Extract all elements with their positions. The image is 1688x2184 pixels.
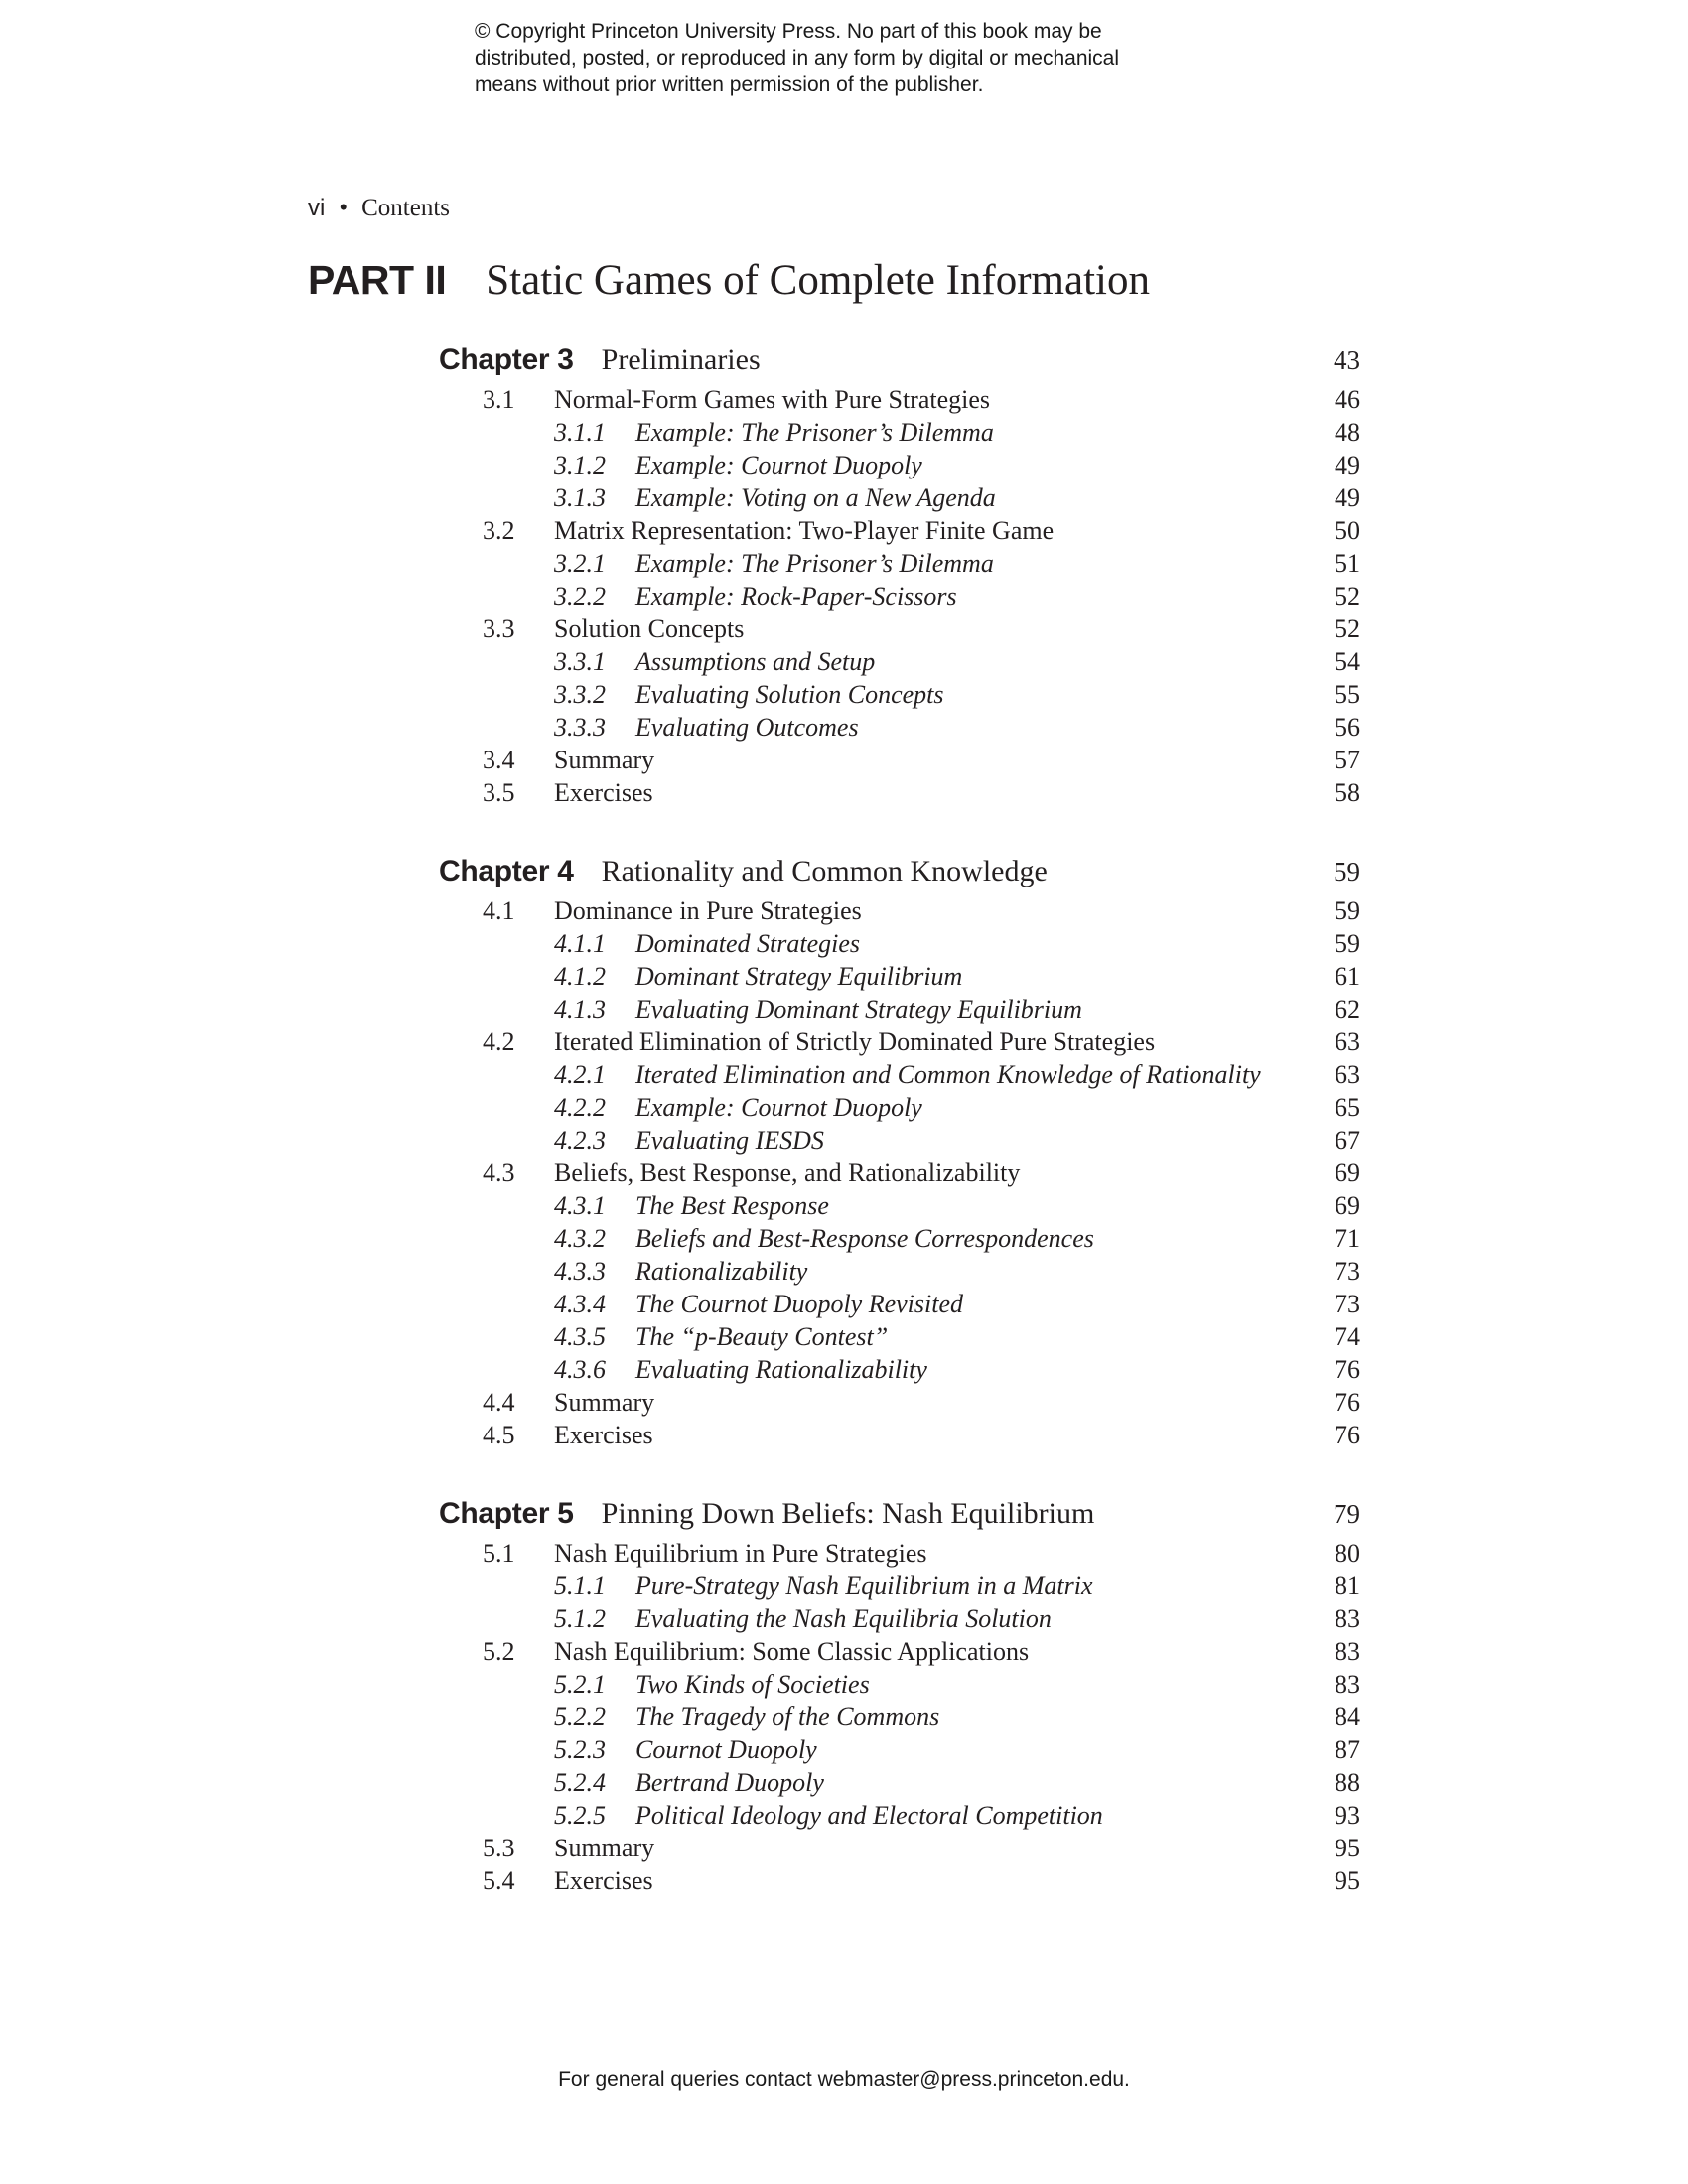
entry-number: 4.3.2 [554, 1224, 606, 1253]
toc-subsection-entry[interactable] [0, 1058, 1688, 1091]
toc-subsection-entry[interactable] [0, 1189, 1688, 1222]
entry-page: 83 [1335, 1637, 1360, 1666]
toc-section-entry[interactable] [0, 1832, 1688, 1864]
entry-number: 4.2.2 [554, 1093, 606, 1122]
copyright-line: distributed, posted, or reproduced in any form by digital or mechanical [475, 47, 1120, 69]
footer-contact: For general queries contact webmaster@press.princeton.edu. [558, 2068, 1130, 2091]
entry-number: 5.1 [483, 1539, 515, 1568]
entry-number: 3.2.1 [554, 549, 606, 578]
entry-title: Evaluating Dominant Strategy Equilibrium [635, 995, 1082, 1024]
chapter-heading[interactable] [439, 343, 1360, 383]
entry-number: 4.2.1 [554, 1060, 606, 1089]
chapter-heading[interactable] [439, 1497, 1360, 1537]
entry-title: Exercises [554, 1421, 653, 1449]
entry-title: The Tragedy of the Commons [635, 1703, 940, 1731]
chapter-title: Pinning Down Beliefs: Nash Equilibrium [601, 1497, 1095, 1530]
toc-subsection-entry[interactable] [0, 927, 1688, 960]
entry-title: Dominant Strategy Equilibrium [635, 962, 963, 991]
chapter-entries [0, 1537, 1688, 1897]
entry-number: 5.3 [483, 1834, 515, 1862]
entry-number: 3.3.3 [554, 713, 606, 742]
entry-number: 3.2.2 [554, 582, 606, 611]
entry-number: 3.1.1 [554, 418, 606, 447]
entry-title: Beliefs and Best-Response Correspondences [635, 1224, 1094, 1253]
entry-page: 73 [1335, 1290, 1360, 1318]
entry-number: 4.1.2 [554, 962, 606, 991]
chapter-entries [0, 894, 1688, 1451]
entry-title: Dominance in Pure Strategies [554, 896, 862, 925]
entry-number: 3.5 [483, 778, 515, 807]
entry-page: 93 [1335, 1801, 1360, 1830]
chapter-page: 79 [1334, 1499, 1360, 1529]
entry-title: Evaluating Solution Concepts [635, 680, 944, 709]
entry-title: Rationalizability [635, 1257, 808, 1286]
entry-number: 3.3.2 [554, 680, 606, 709]
entry-page: 61 [1335, 962, 1360, 991]
entry-number: 3.3 [483, 614, 515, 643]
toc-section-entry[interactable] [0, 1635, 1688, 1668]
entry-page: 52 [1335, 582, 1360, 611]
chapter-label: Chapter 5 [439, 1497, 574, 1530]
entry-title: Exercises [554, 778, 653, 807]
toc-section-entry[interactable] [0, 1157, 1688, 1189]
entry-page: 51 [1335, 549, 1360, 578]
entry-number: 5.2.4 [554, 1768, 606, 1797]
entry-number: 4.1.1 [554, 929, 606, 958]
entry-title: Pure-Strategy Nash Equilibrium in a Matrix [635, 1571, 1093, 1600]
chapter-page: 43 [1334, 345, 1360, 375]
entry-page: 65 [1335, 1093, 1360, 1122]
toc-section-entry[interactable] [0, 1419, 1688, 1451]
entry-number: 4.1 [483, 896, 515, 925]
entry-title: Evaluating Outcomes [635, 713, 859, 742]
entry-title: Evaluating IESDS [635, 1126, 824, 1155]
entry-page: 59 [1335, 929, 1360, 958]
entry-page: 49 [1335, 483, 1360, 512]
chapter-title: Preliminaries [601, 343, 761, 376]
entry-page: 55 [1335, 680, 1360, 709]
entry-title: Two Kinds of Societies [635, 1670, 870, 1699]
entry-title: Example: Rock-Paper-Scissors [635, 582, 957, 611]
entry-number: 5.2 [483, 1637, 515, 1666]
entry-number: 4.3.4 [554, 1290, 606, 1318]
copyright-line: means without prior written permission of the publisher. [475, 73, 984, 96]
toc-subsection-entry[interactable] [0, 1124, 1688, 1157]
entry-number: 4.3.5 [554, 1322, 606, 1351]
entry-number: 5.2.2 [554, 1703, 606, 1731]
toc-subsection-entry[interactable] [0, 1320, 1688, 1353]
toc-subsection-entry[interactable] [0, 1733, 1688, 1766]
entry-title: Example: Voting on a New Agenda [635, 483, 996, 512]
part-heading [308, 256, 1150, 305]
entry-page: 80 [1335, 1539, 1360, 1568]
copyright-line: © Copyright Princeton University Press. No part of this book may be [475, 20, 1102, 43]
toc-subsection-entry[interactable] [0, 449, 1688, 481]
entry-number: 4.3.6 [554, 1355, 606, 1384]
entry-page: 76 [1335, 1421, 1360, 1449]
entry-page: 95 [1335, 1834, 1360, 1862]
entry-title: Summary [554, 1834, 655, 1862]
entry-page: 52 [1335, 614, 1360, 643]
entry-title: Example: Cournot Duopoly [635, 451, 922, 479]
entry-page: 73 [1335, 1257, 1360, 1286]
entry-page: 74 [1335, 1322, 1360, 1351]
toc-subsection-entry[interactable] [0, 416, 1688, 449]
entry-number: 4.4 [483, 1388, 515, 1417]
entry-title: Iterated Elimination and Common Knowledge of Rationality [635, 1060, 1261, 1089]
entry-page: 88 [1335, 1768, 1360, 1797]
entry-title: Exercises [554, 1866, 653, 1895]
entry-number: 4.2 [483, 1027, 515, 1056]
toc-subsection-entry[interactable] [0, 547, 1688, 580]
entry-number: 5.1.1 [554, 1571, 606, 1600]
entry-number: 3.1.2 [554, 451, 606, 479]
entry-page: 95 [1335, 1866, 1360, 1895]
entry-page: 67 [1335, 1126, 1360, 1155]
entry-title: Normal-Form Games with Pure Strategies [554, 385, 991, 414]
entry-page: 63 [1335, 1027, 1360, 1056]
entry-number: 5.2.5 [554, 1801, 606, 1830]
toc-section-entry[interactable] [0, 383, 1688, 416]
toc-section-entry[interactable] [0, 1025, 1688, 1058]
entry-page: 76 [1335, 1388, 1360, 1417]
entry-page: 69 [1335, 1159, 1360, 1187]
toc-subsection-entry[interactable] [0, 1091, 1688, 1124]
chapter-heading[interactable] [439, 855, 1360, 894]
toc-section-entry[interactable] [0, 776, 1688, 809]
toc-subsection-entry[interactable] [0, 1766, 1688, 1799]
toc-subsection-entry[interactable] [0, 1353, 1688, 1386]
chapter-label: Chapter 3 [439, 343, 574, 376]
toc-subsection-entry[interactable] [0, 645, 1688, 678]
toc-subsection-entry[interactable] [0, 1255, 1688, 1288]
entry-title: Summary [554, 746, 655, 774]
entry-page: 76 [1335, 1355, 1360, 1384]
entry-page: 87 [1335, 1735, 1360, 1764]
chapter-title: Rationality and Common Knowledge [601, 855, 1048, 887]
entry-title: Beliefs, Best Response, and Rationalizability [554, 1159, 1021, 1187]
running-head-page: vi [308, 195, 326, 221]
entry-title: Summary [554, 1388, 655, 1417]
entry-title: Matrix Representation: Two-Player Finite Game [554, 516, 1055, 545]
chapter-page: 59 [1334, 857, 1360, 887]
entry-number: 4.3.3 [554, 1257, 606, 1286]
entry-page: 69 [1335, 1191, 1360, 1220]
entry-page: 56 [1335, 713, 1360, 742]
entry-page: 48 [1335, 418, 1360, 447]
entry-page: 50 [1335, 516, 1360, 545]
entry-number: 3.2 [483, 516, 515, 545]
entry-title: Example: The Prisoner’s Dilemma [635, 549, 994, 578]
entry-title: Cournot Duopoly [635, 1735, 817, 1764]
entry-page: 83 [1335, 1670, 1360, 1699]
entry-page: 71 [1335, 1224, 1360, 1253]
toc-section-entry[interactable] [0, 744, 1688, 776]
toc-subsection-entry[interactable] [0, 993, 1688, 1025]
toc-section-entry[interactable] [0, 1864, 1688, 1897]
chapter-entries [0, 383, 1688, 809]
entry-page: 57 [1335, 746, 1360, 774]
entry-page: 81 [1335, 1571, 1360, 1600]
entry-page: 58 [1335, 778, 1360, 807]
toc-subsection-entry[interactable] [0, 711, 1688, 744]
entry-page: 59 [1335, 896, 1360, 925]
entry-page: 49 [1335, 451, 1360, 479]
copyright-notice [475, 18, 1229, 98]
toc-subsection-entry[interactable] [0, 1222, 1688, 1255]
running-head-section: Contents [361, 195, 451, 221]
entry-title: Example: The Prisoner’s Dilemma [635, 418, 994, 447]
toc-subsection-entry[interactable] [0, 1288, 1688, 1320]
chapter-label: Chapter 4 [439, 855, 574, 887]
toc-section-entry[interactable] [0, 613, 1688, 645]
entry-title: Solution Concepts [554, 614, 745, 643]
toc-subsection-entry[interactable] [0, 960, 1688, 993]
part-label: PART II [308, 257, 447, 303]
toc-subsection-entry[interactable] [0, 678, 1688, 711]
entry-number: 4.2.3 [554, 1126, 606, 1155]
entry-page: 83 [1335, 1604, 1360, 1633]
toc-subsection-entry[interactable] [0, 580, 1688, 613]
entry-title: Example: Cournot Duopoly [635, 1093, 922, 1122]
toc-section-entry[interactable] [0, 894, 1688, 927]
entry-number: 3.1 [483, 385, 515, 414]
entry-number: 3.1.3 [554, 483, 606, 512]
toc-section-entry[interactable] [0, 1537, 1688, 1570]
toc-subsection-entry[interactable] [0, 1701, 1688, 1733]
entry-title: Evaluating the Nash Equilibria Solution [635, 1604, 1052, 1633]
entry-title: Iterated Elimination of Strictly Dominated Pure Strategies [554, 1027, 1156, 1056]
entry-page: 46 [1335, 385, 1360, 414]
toc-subsection-entry[interactable] [0, 1668, 1688, 1701]
entry-title: Dominated Strategies [635, 929, 861, 958]
entry-title: Evaluating Rationalizability [635, 1355, 927, 1384]
entry-page: 54 [1335, 647, 1360, 676]
toc-subsection-entry[interactable] [0, 481, 1688, 514]
entry-number: 3.3.1 [554, 647, 606, 676]
entry-title: Bertrand Duopoly [635, 1768, 824, 1797]
entry-title: Nash Equilibrium in Pure Strategies [554, 1539, 927, 1568]
toc-subsection-entry[interactable] [0, 1799, 1688, 1832]
entry-page: 62 [1335, 995, 1360, 1024]
part-title: Static Games of Complete Information [486, 257, 1150, 304]
entry-page: 63 [1335, 1060, 1360, 1089]
entry-title: Assumptions and Setup [635, 647, 876, 676]
entry-page: 84 [1335, 1703, 1360, 1731]
toc-section-entry[interactable] [0, 514, 1688, 547]
entry-number: 3.4 [483, 746, 515, 774]
toc-subsection-entry[interactable] [0, 1602, 1688, 1635]
entry-title: The Cournot Duopoly Revisited [635, 1290, 964, 1318]
running-head [308, 195, 450, 222]
entry-title: The “p-Beauty Contest” [635, 1322, 889, 1351]
entry-number: 4.5 [483, 1421, 515, 1449]
running-head-bullet: • [339, 195, 349, 221]
entry-title: The Best Response [635, 1191, 829, 1220]
entry-number: 4.3.1 [554, 1191, 606, 1220]
toc-subsection-entry[interactable] [0, 1570, 1688, 1602]
entry-number: 5.1.2 [554, 1604, 606, 1633]
entry-title: Political Ideology and Electoral Competition [635, 1801, 1103, 1830]
entry-number: 5.2.3 [554, 1735, 606, 1764]
entry-title: Nash Equilibrium: Some Classic Applications [554, 1637, 1030, 1666]
entry-number: 4.1.3 [554, 995, 606, 1024]
toc-section-entry[interactable] [0, 1386, 1688, 1419]
entry-number: 4.3 [483, 1159, 515, 1187]
entry-number: 5.4 [483, 1866, 515, 1895]
entry-number: 5.2.1 [554, 1670, 606, 1699]
